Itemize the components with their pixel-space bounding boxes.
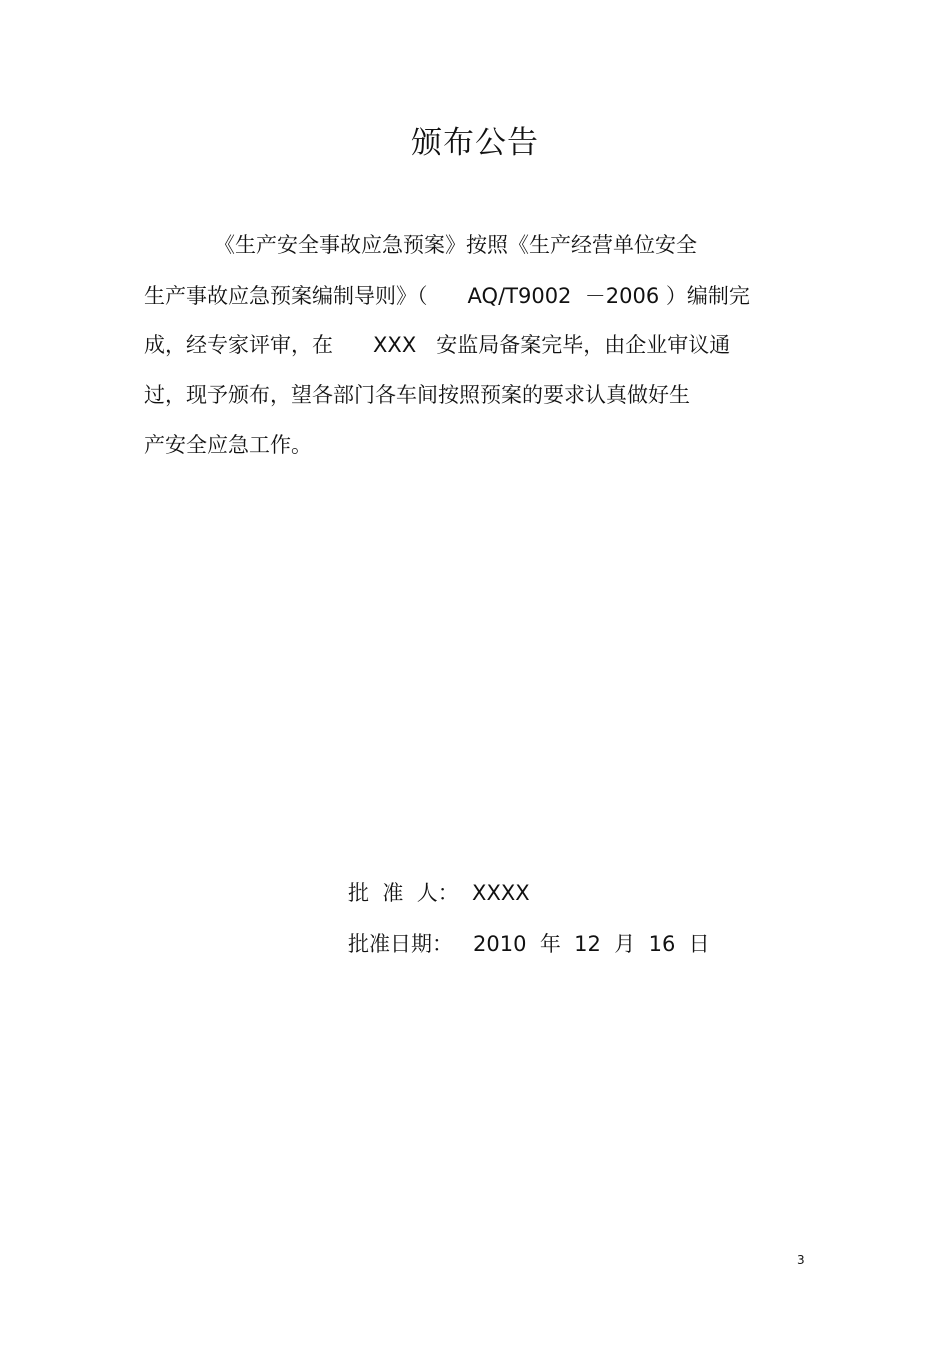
- approval-date-line: 批准日期： 2010 年 12 月 16 日: [348, 932, 710, 956]
- body-line-1: 《生产安全事故应急预案》按照《生产经营单位安全: [214, 233, 697, 257]
- body-line-4: 过，现予颁布，望各部门各车间按照预案的要求认真做好生: [144, 383, 690, 407]
- approver-line: 批 准 人： XXXX: [348, 881, 530, 905]
- page-title: 颁布公告: [411, 125, 539, 161]
- body-line-2: 生产事故应急预案编制导则》（ AQ/T9002 －2006 ）编制完: [144, 284, 750, 308]
- page-number: 3: [797, 1253, 805, 1267]
- body-line-5: 产安全应急工作。: [144, 433, 312, 457]
- body-line-3: 成，经专家评审，在 XXX 安监局备案完毕，由企业审议通: [144, 333, 731, 357]
